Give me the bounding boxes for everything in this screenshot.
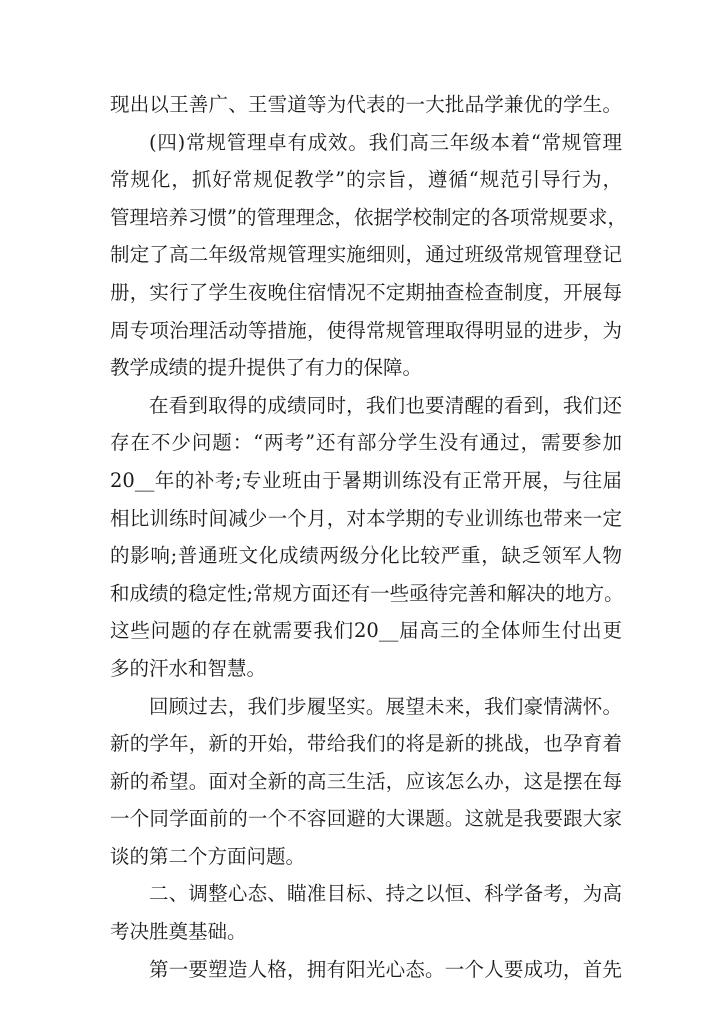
text-line: 册，实行了学生夜晚住宿情况不定期抽查检查制度，开展每: [110, 280, 622, 304]
text-line: 二、调整心态、瞄准目标、持之以恒、科学备考，为高: [149, 882, 622, 906]
text-line: 20__年的补考;专业班由于暑期训练没有正常开展，与往届: [110, 468, 622, 492]
text-line: 的影响;普通班文化成绩两级分化比较严重，缺乏领军人物: [110, 544, 622, 568]
text-line: 考决胜奠基础。: [110, 920, 247, 944]
text-line: 一个同学面前的一个不容回避的大课题。这就是我要跟大家: [110, 807, 622, 831]
text-line: (四)常规管理卓有成效。我们高三年级本着“常规管理: [149, 130, 622, 154]
text-line: 回顾过去，我们步履坚实。展望未来，我们豪情满怀。: [149, 694, 622, 718]
text-line: 和成绩的稳定性;常规方面还有一些亟待完善和解决的地方。: [110, 581, 624, 605]
text-line: 制定了高二年级常规管理实施细则，通过班级常规管理登记: [110, 243, 622, 267]
text-line: 多的汗水和智慧。: [110, 656, 267, 680]
text-line: 在看到取得的成绩同时，我们也要清醒的看到，我们还: [149, 393, 622, 417]
text-line: 新的希望。面对全新的高三生活，应该怎么办，这是摆在每: [110, 769, 622, 793]
text-line: 这些问题的存在就需要我们20__届高三的全体师生付出更: [110, 619, 622, 643]
document-body: [110, 86, 627, 988]
text-line: 管理培养习惯”的管理理念，依据学校制定的各项常规要求，: [110, 205, 627, 229]
text-line: 相比训练时间减少一个月，对本学期的专业训练也带来一定: [110, 506, 622, 530]
text-line: 常规化，抓好常规促教学”的宗旨，遵循“规范引导行为，: [110, 168, 622, 192]
text-line: 教学成绩的提升提供了有力的保障。: [110, 356, 423, 380]
text-line: 第一要塑造人格，拥有阳光心态。一个人要成功，首先: [149, 957, 622, 981]
text-line: 新的学年，新的开始，带给我们的将是新的挑战，也孕育着: [110, 732, 622, 756]
text-line: 谈的第二个方面问题。: [110, 844, 306, 868]
text-line: 现出以王善广、王雪道等为代表的一大批品学兼优的学生。: [110, 93, 622, 116]
text-line: 存在不少问题：“两考”还有部分学生没有通过，需要参加: [110, 431, 622, 455]
text-line: 周专项治理活动等措施，使得常规管理取得明显的进步，为: [110, 318, 622, 342]
